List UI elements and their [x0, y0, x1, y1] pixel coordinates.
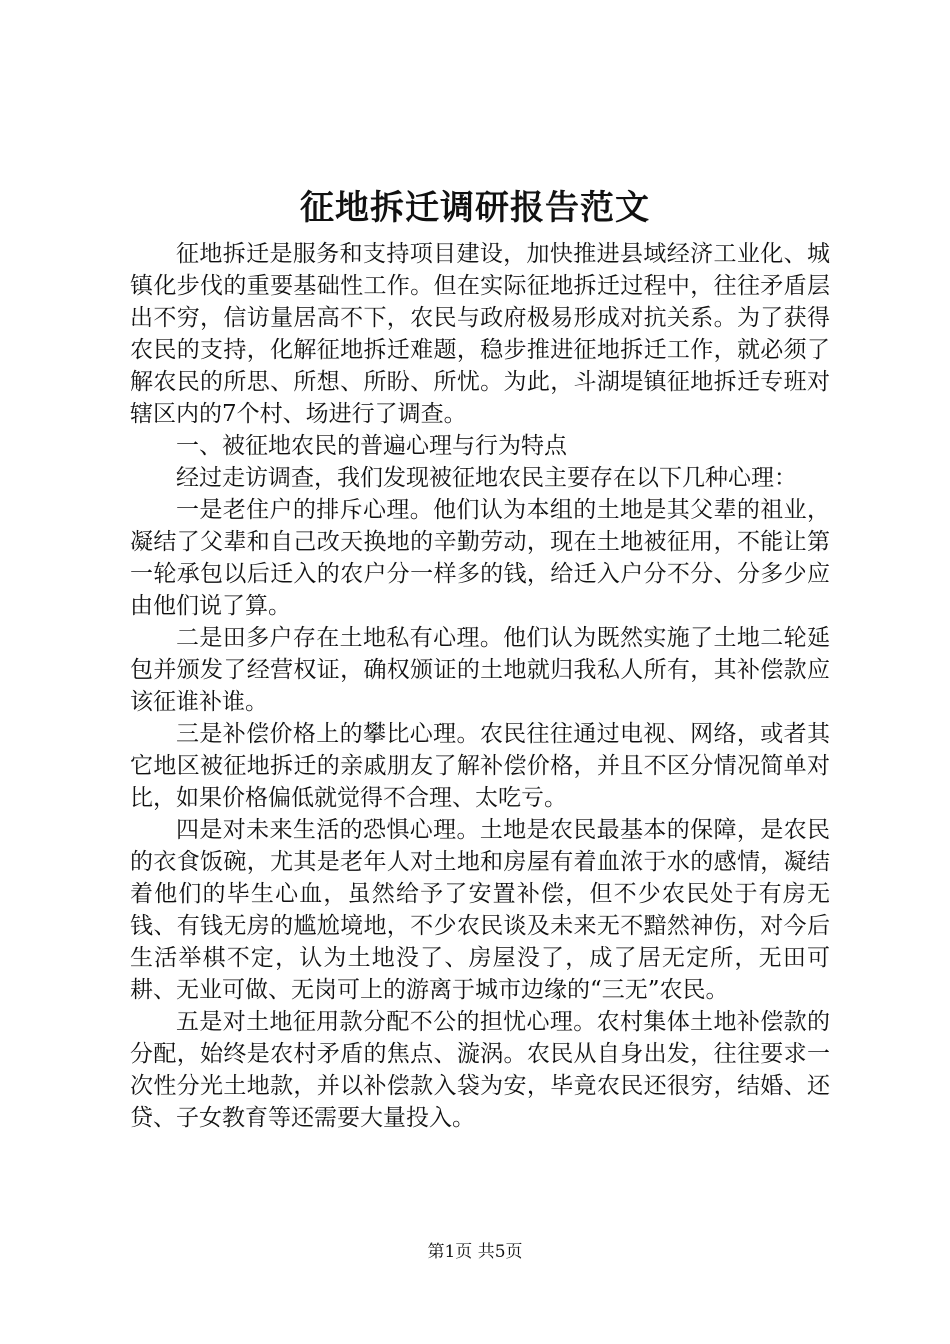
paragraph-point-1: 一是老住户的排斥心理。他们认为本组的土地是其父辈的祖业，凝结了父辈和自己改天换地的辛勤劳动，现在土地被征用，不能让第一轮承包以后迁入的农户分一样多的钱，给迁入户分不分、分多少应由他们说了算。: [130, 497, 830, 619]
paragraph-point-5: 五是对土地征用款分配不公的担忧心理。农村集体土地补偿款的分配，始终是农村矛盾的焦点、漩涡。农民从自身出发，往往要求一次性分光土地款，并以补偿款入袋为安，毕竟农民还很穷，结婚、还贷、子女教育等还需要大量投入。: [130, 1009, 830, 1131]
document-title: 征地拆迁调研报告范文: [300, 188, 650, 228]
paragraph-point-2: 二是田多户存在土地私有心理。他们认为既然实施了土地二轮延包并颁发了经营权证，确权颁证的土地就归我私人所有，其补偿款应该征谁补谁。: [130, 625, 830, 715]
section-heading: 一、被征地农民的普遍心理与行为特点: [176, 433, 567, 459]
paragraph-overview: 经过走访调查，我们发现被征地农民主要存在以下几种心理：: [176, 465, 797, 491]
page-footer: 第1页 共5页: [427, 1242, 523, 1262]
document-body: [130, 238, 830, 1134]
paragraph-intro: 征地拆迁是服务和支持项目建设，加快推进县域经济工业化、城镇化步伐的重要基础性工作。但在实际征地拆迁过程中，往往矛盾层出不穷，信访量居高不下，农民与政府极易形成对抗关系。为了获得农民的支持，化解征地拆迁难题，稳步推进征地拆迁工作，就必须了解农民的所思、所想、所盼、所忧。为此，斗湖堤镇征地拆迁专班对辖区内的7个村、场进行了调查。: [130, 241, 830, 427]
paragraph-point-3: 三是补偿价格上的攀比心理。农民往往通过电视、网络，或者其它地区被征地拆迁的亲戚朋友了解补偿价格，并且不区分情况简单对比，如果价格偏低就觉得不合理、太吃亏。: [130, 721, 830, 811]
paragraph-point-4: 四是对未来生活的恐惧心理。土地是农民最基本的保障，是农民的衣食饭碗，尤其是老年人对土地和房屋有着血浓于水的感情，凝结着他们的毕生心血，虽然给予了安置补偿，但不少农民处于有房无钱、有钱无房的尴尬境地，不少农民谈及未来无不黯然神伤，对今后生活举棋不定，认为土地没了、房屋没了，成了居无定所，无田可耕、无业可做、无岗可上的游离于城市边缘的“三无”农民。: [130, 817, 830, 1003]
